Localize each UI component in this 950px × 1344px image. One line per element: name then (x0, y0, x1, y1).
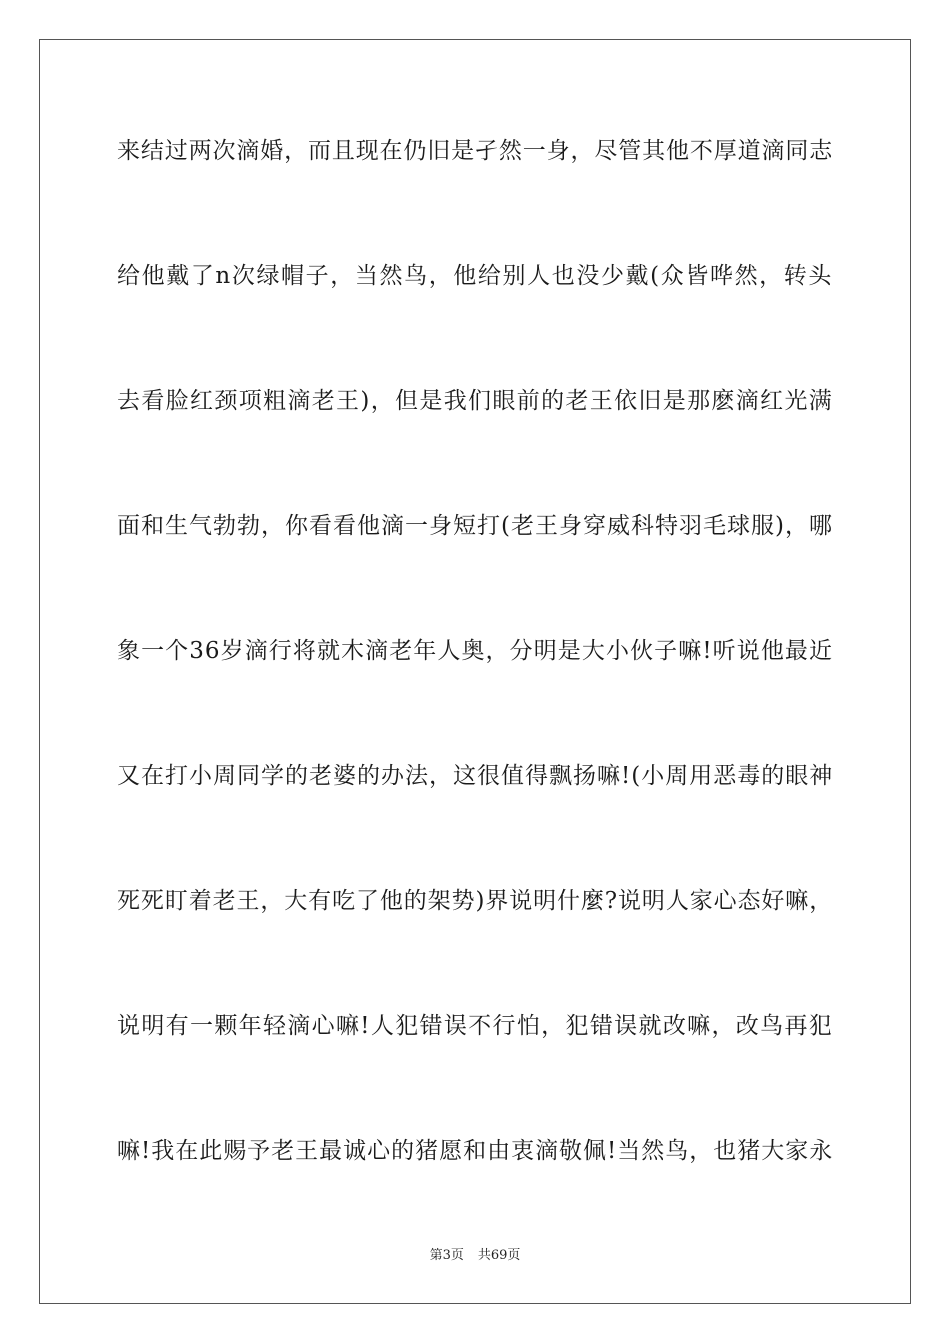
text-line-6: 又在打小周同学的老婆的办法，这很值得飘扬嘛!(小周用恶毒的眼神 (117, 763, 833, 789)
text-line-5: 象一个36岁滴行将就木滴老年人奥，分明是大小伙子嘛!听说他最近 (117, 638, 833, 664)
text-line-1: 来结过两次滴婚，而且现在仍旧是孑然一身，尽管其他不厚道滴同志 (117, 138, 833, 164)
text-line-8: 说明有一颗年轻滴心嘛!人犯错误不行怕，犯错误就改嘛，改鸟再犯 (117, 1013, 833, 1039)
page-total: 共69页 (477, 1248, 521, 1263)
page-border (39, 39, 911, 1304)
text-line-7: 死死盯着老王，大有吃了他的架势)界说明什麼?说明人家心态好嘛， (117, 888, 833, 914)
text-line-9: 嘛!我在此赐予老王最诚心的猪愿和由衷滴敬佩!当然鸟，也猪大家永 (117, 1138, 833, 1164)
page-number: 第3页 (429, 1248, 464, 1263)
text-line-2: 给他戴了n次绿帽子，当然鸟，他给别人也没少戴(众皆哗然，转头 (117, 263, 833, 289)
text-line-4: 面和生气勃勃，你看看他滴一身短打(老王身穿威科特羽毛球服)，哪 (117, 513, 833, 539)
text-line-3: 去看脸红颈项粗滴老王)，但是我们眼前的老王依旧是那麽滴红光满 (117, 388, 833, 414)
page-footer (0, 1248, 950, 1264)
